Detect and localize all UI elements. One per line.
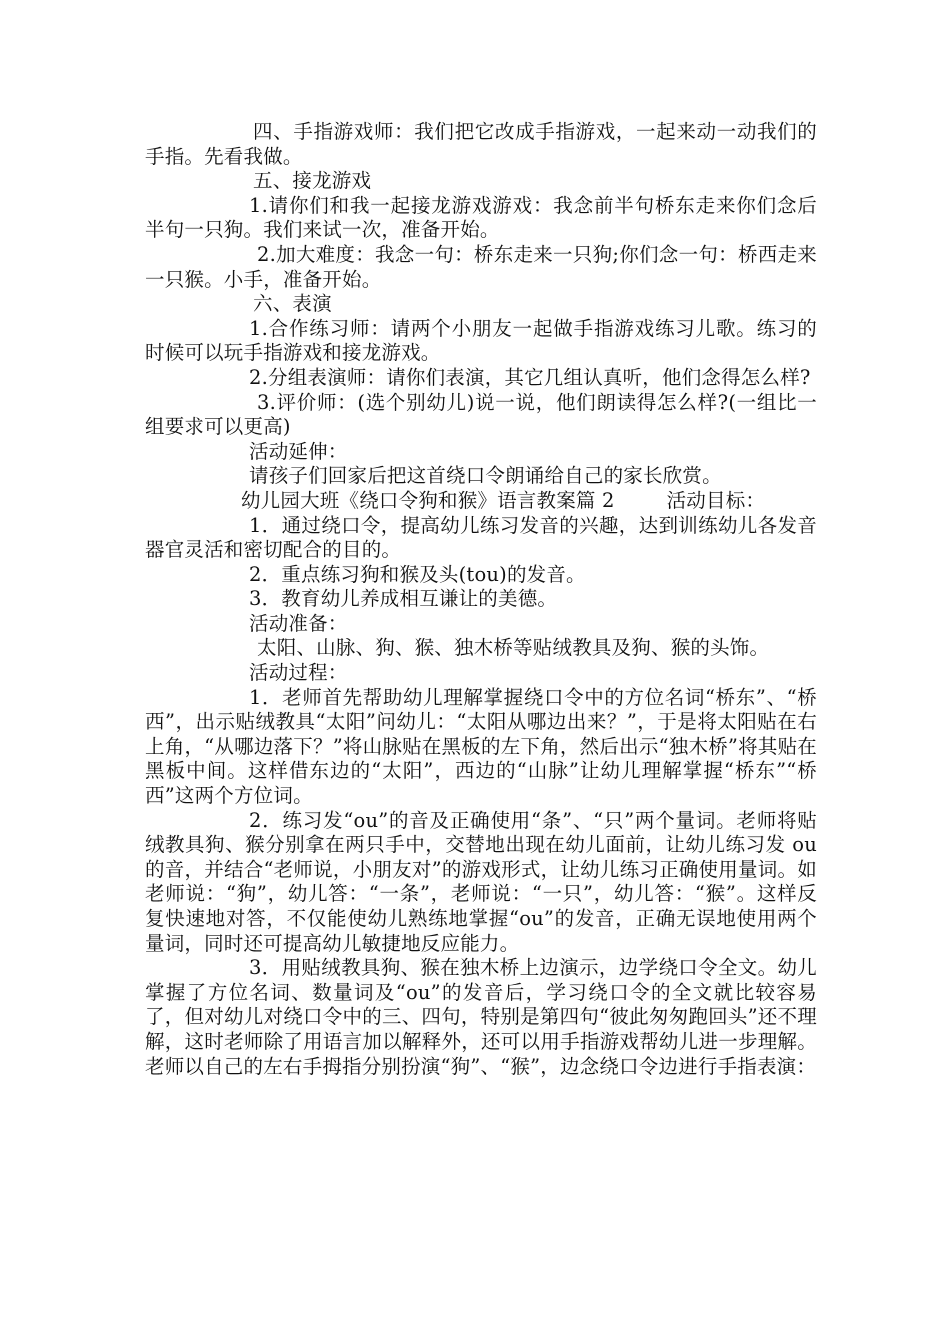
paragraph-goal-2: 2．重点练习狗和猴及头(tou)的发音。 [249,562,586,586]
paragraph-performance-3: 3.评价师：(选个别幼儿)说一说，他们朗读得怎么样?(一组比一组要求可以更高) [145,390,817,439]
paragraph-preparation: 太阳、山脉、狗、猴、独木桥等贴绒教具及狗、猴的头饰。 [257,636,770,660]
paragraph-performance-1: 1.合作练习师：请两个小朋友一起做手指游戏练习儿歌。练习的时候可以玩手指游戏和接龙游戏。 [145,316,817,365]
heading-activity-process: 活动过程： [249,661,348,685]
paragraph-relay-2: 2.加大难度：我念一句：桥东走来一只狗;你们念一句：桥西走来一只猴。小手，准备开始。 [145,242,817,291]
heading-performance: 六、表演 [253,292,332,316]
paragraph-finger-game: 四、手指游戏师：我们把它改成手指游戏，一起来动一动我们的手指。先看我做。 [145,120,817,168]
paragraph-process-1: 1．老师首先帮助幼儿理解掌握绕口令中的方位名词“桥东”、“桥西”，出示贴绒教具“太阳”问幼儿：“太阳从哪边出来？”，于是将太阳贴在右上角，“从哪边落下？”将山脉贴在黑板的左下角，然后出示“独木桥”将其贴在黑板中间。这样借东边的“太阳”，西边的“山脉”让幼儿理解掌握“桥东”“桥西”这两个方位词。 [145,685,817,808]
section-goal-label: 活动目标： [666,488,766,512]
section-title-line [145,489,817,514]
heading-relay-game: 五、接龙游戏 [253,169,372,193]
section-title: 幼儿园大班《绕口令狗和猴》语言教案篇 2 [241,488,615,512]
paragraph-relay-1: 1.请你们和我一起接龙游戏游戏：我念前半句桥东走来你们念后半句一只狗。我们来试一次，准备开始。 [145,193,817,242]
paragraph-performance-2: 2.分组表演师：请你们表演，其它几组认真听，他们念得怎么样? [249,365,811,389]
heading-activity-extension: 活动延伸： [249,439,348,463]
paragraph-process-3: 3．用贴绒教具狗、猴在独木桥上边演示，边学绕口令全文。幼儿掌握了方位名词、数量词及“ou”的发音后，学习绕口令的全文就比较容易了，但对幼儿对绕口令中的三、四句，特别是第四句“彼此匆匆跑回头”还不理解，这时老师除了用语言加以解释外，还可以用手指游戏帮幼儿进一步理解。老师以自己的左右手拇指分别扮演“狗”、“猴”，边念绕口令边进行手指表演： [145,956,817,1078]
paragraph-goal-3: 3．教育幼儿养成相互谦让的美德。 [249,587,558,611]
paragraph-goal-1: 1．通过绕口令，提高幼儿练习发音的兴趣，达到训练幼儿各发音器官灵活和密切配合的目的。 [145,513,817,562]
paragraph-activity-extension: 请孩子们回家后把这首绕口令朗诵给自己的家长欣赏。 [249,464,722,488]
paragraph-process-2: 2．练习发“ou”的音及正确使用“条”、“只”两个量词。老师将贴绒教具狗、猴分别拿在两只手中，交替地出现在幼儿面前，让幼儿练习发 ou 的音，并结合“老师说，小朋友对”的游戏形式，让幼儿练习正确使用量词。如老师说：“狗”，幼儿答：“一条”，老师说：“一只”，幼儿答：“猴”。这样反复快速地对答，不仅能使幼儿熟练地掌握“ou”的发音，正确无误地使用两个量词，同时还可提高幼儿敏捷地反应能力。 [145,808,817,955]
document-body [145,120,817,1079]
heading-activity-preparation: 活动准备： [249,611,348,635]
